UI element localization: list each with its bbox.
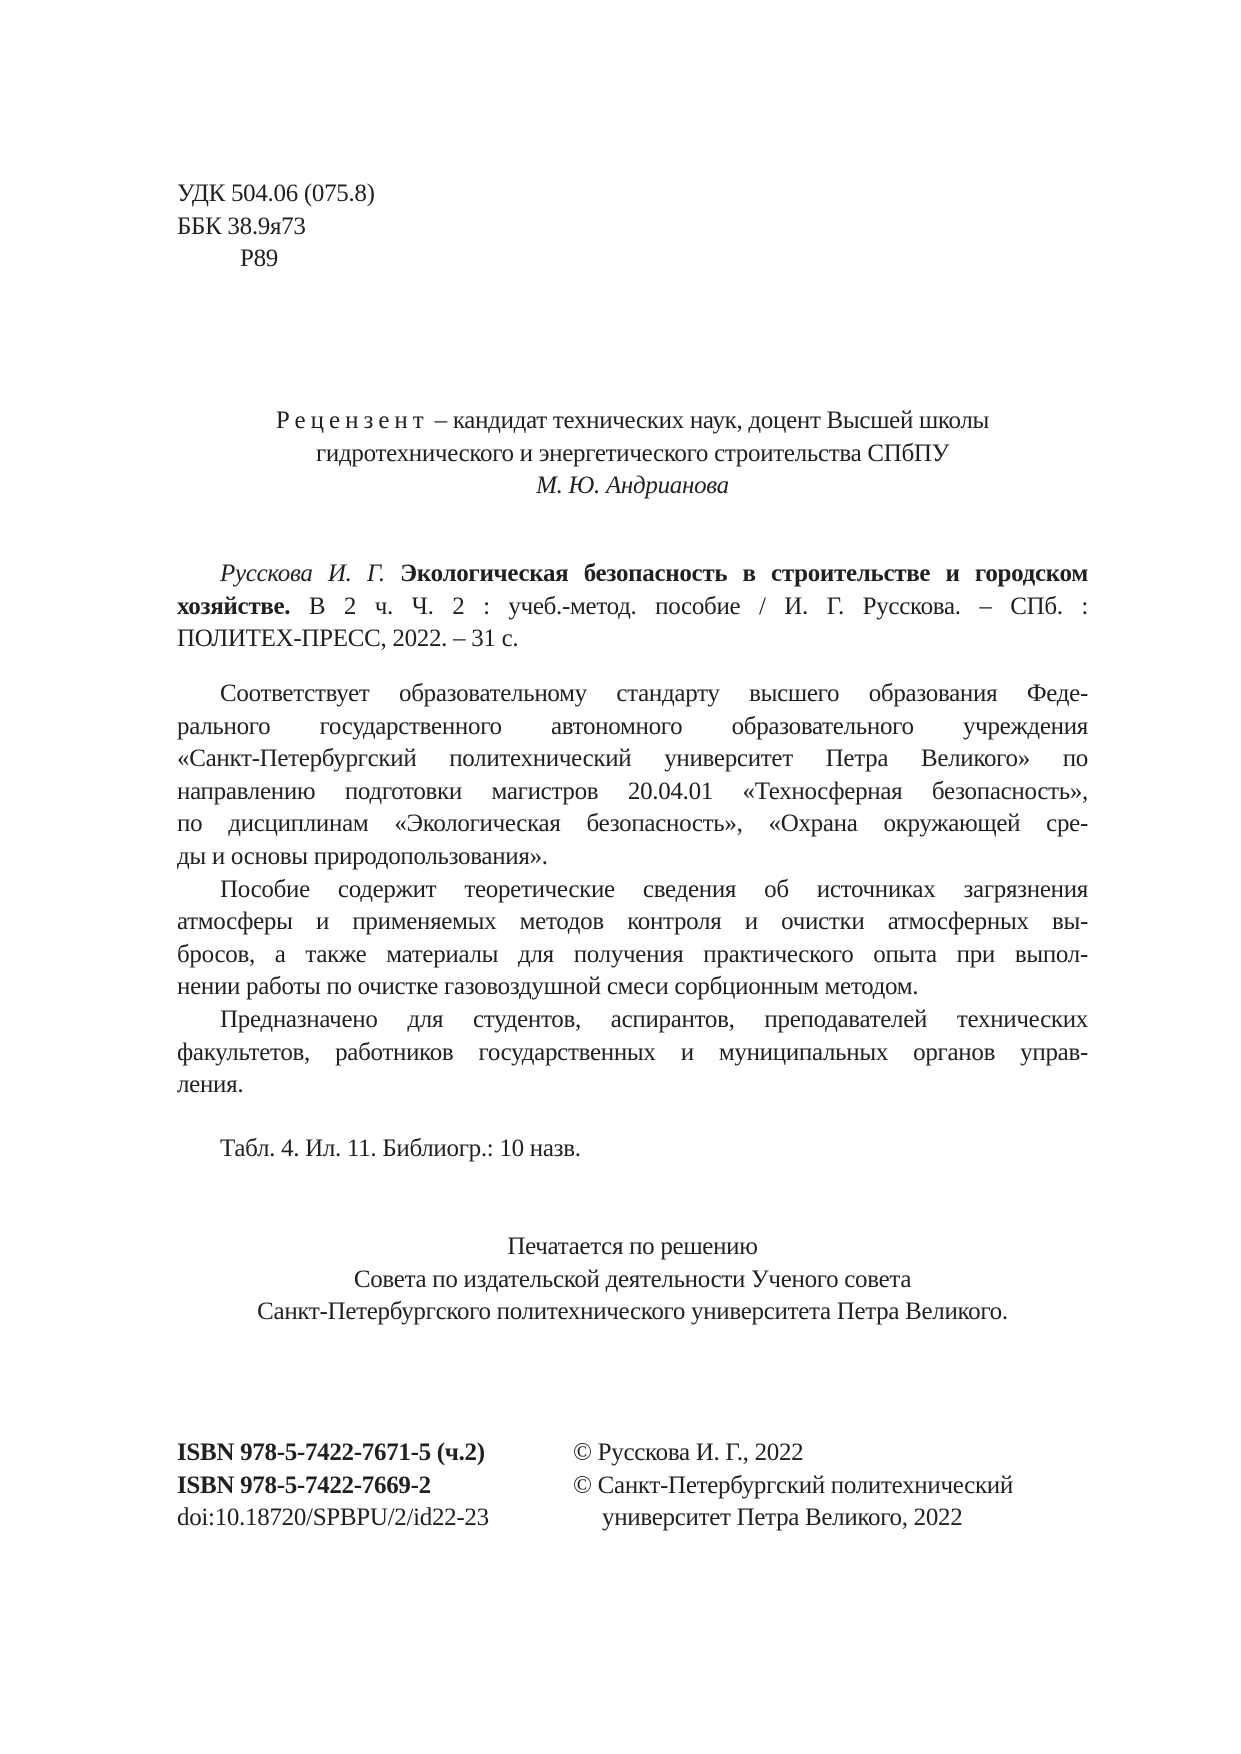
reviewer-credentials: – кандидат технических наук, доцент Высшей школы bbox=[428, 407, 990, 434]
annotation bbox=[177, 678, 1088, 1102]
copyright-block bbox=[573, 1437, 1013, 1535]
bbk-code: ББК 38.9я73 bbox=[177, 212, 306, 240]
classification-block bbox=[177, 178, 375, 276]
annotation-line: Соответствует образовательному стандарту высшего образования Феде- bbox=[220, 680, 1088, 707]
annotation-line: факультетов, работников государственных и муниципальных органов управ- bbox=[177, 1038, 1088, 1066]
annotation-line: «Санкт-Петербургский политехнический университет Петра Великого» по bbox=[177, 745, 1088, 773]
doi: doi:10.18720/SPBPU/2/id22-23 bbox=[177, 1504, 489, 1532]
annotation-line: нении работы по очистке газовоздушной смеси сорбционным методом. bbox=[177, 973, 919, 1001]
udk-code: УДК 504.06 (075.8) bbox=[177, 180, 375, 207]
copyright-university-cont: университет Петра Великого, 2022 bbox=[602, 1504, 963, 1532]
annotation-line: по дисциплинам «Экологическая безопасность», «Охрана окружающей сре- bbox=[177, 810, 1088, 838]
bibliographic-record bbox=[177, 558, 1088, 656]
isbn-set: ISBN 978-5-7422-7669-2 bbox=[177, 1471, 431, 1499]
annotation-line: рального государственного автономного образовательного учреждения bbox=[177, 712, 1088, 740]
annotation-line: Предназначено для студентов, аспирантов, преподавателей технических bbox=[220, 1005, 1088, 1033]
copyright-university: © Санкт-Петербургский политехнический bbox=[573, 1471, 1013, 1499]
bib-publisher: ПОЛИТЕХ-ПРЕСС, 2022. – 31 с. bbox=[177, 625, 519, 653]
imprint-line: Совета по издательской деятельности Ученого совета bbox=[353, 1265, 912, 1293]
bib-title: Экологическая безопасность в строительстве и городском bbox=[384, 560, 1089, 587]
annotation-line: бросов, а также материалы для получения практического опыта при выпол- bbox=[177, 940, 1088, 968]
bib-author: Русскова И. Г. bbox=[220, 560, 385, 587]
bib-details: В 2 ч. Ч. 2 : учеб.-метод. пособие / И. Г. Русскова. – СПб. : bbox=[290, 592, 1088, 620]
stats-line bbox=[220, 1133, 581, 1166]
annotation-line: направлению подготовки магистров 20.04.01 «Техносферная безопасность», bbox=[177, 777, 1088, 805]
imprint-line: Санкт-Петербургского политехнического университета Петра Великого. bbox=[257, 1298, 1008, 1326]
reviewer-block bbox=[177, 405, 1088, 503]
annotation-line: ды и основы природопользования». bbox=[177, 842, 548, 870]
imprint-line: Печатается по решению bbox=[507, 1233, 758, 1260]
author-mark: Р89 bbox=[240, 245, 279, 273]
reviewer-label: Рецензент bbox=[275, 407, 429, 434]
annotation-line: Пособие содержит теоретические сведения об источниках загрязнения bbox=[220, 875, 1088, 903]
copyright-author: © Русскова И. Г., 2022 bbox=[573, 1439, 804, 1466]
annotation-line: атмосферы и применяемых методов контроля и очистки атмосферных вы- bbox=[177, 908, 1088, 936]
reviewer-name: М. Ю. Андрианова bbox=[536, 472, 729, 500]
isbn-part: ISBN 978-5-7422-7671-5 (ч.2) bbox=[177, 1439, 485, 1466]
imprint-block bbox=[177, 1231, 1088, 1329]
reviewer-affiliation: гидротехнического и энергетического строительства СПбПУ bbox=[315, 439, 950, 467]
annotation-line: ления. bbox=[177, 1071, 244, 1099]
identifiers-block bbox=[177, 1437, 489, 1535]
bib-title-cont: хозяйстве. bbox=[177, 592, 291, 620]
stats-text: Табл. 4. Ил. 11. Библиогр.: 10 назв. bbox=[220, 1135, 581, 1162]
